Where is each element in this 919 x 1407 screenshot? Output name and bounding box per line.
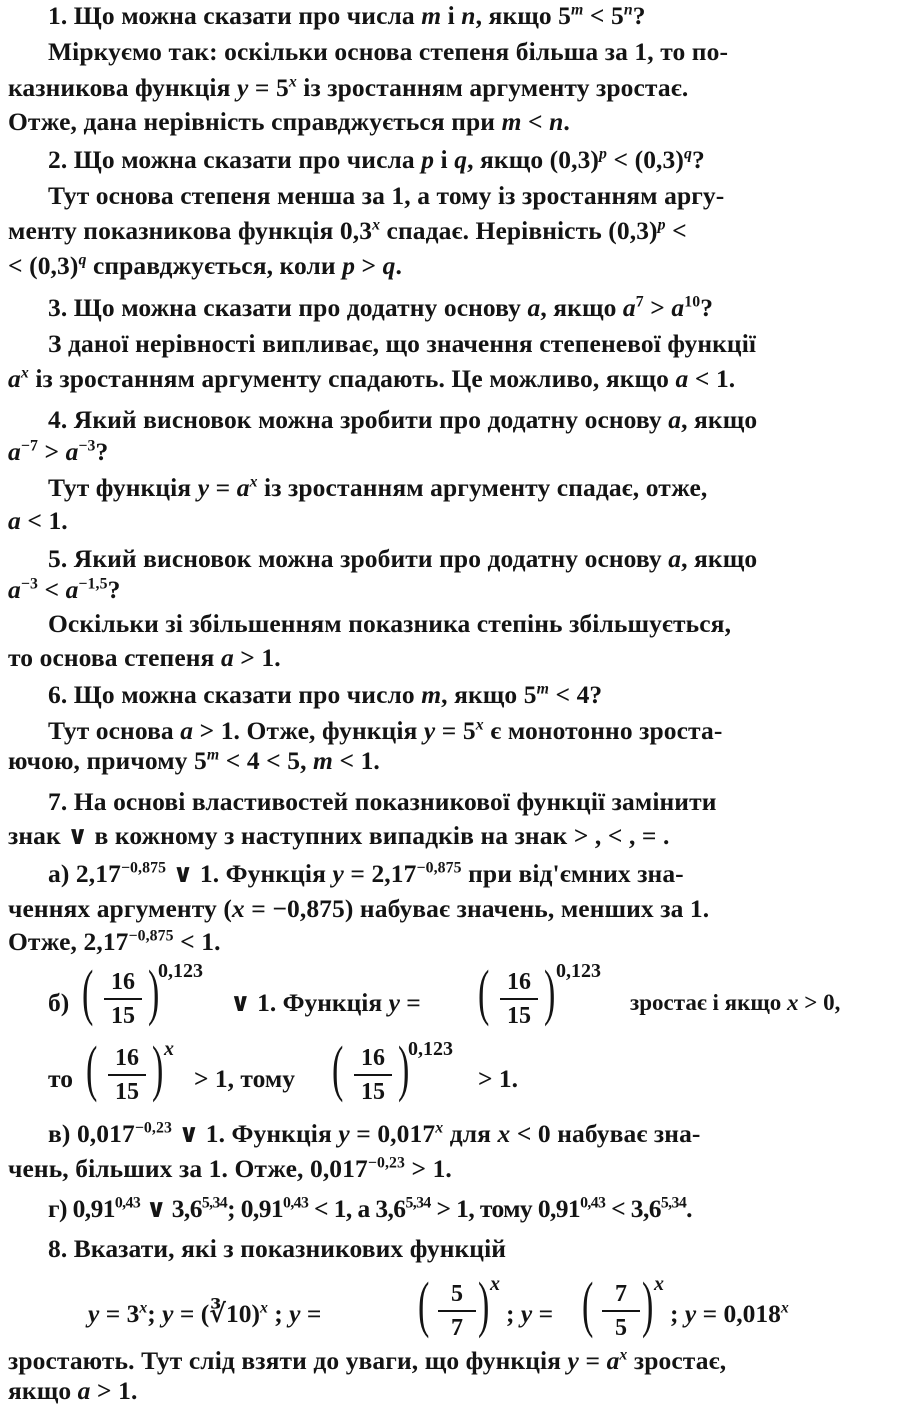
problem-7a-line-3: Отже, $2,17^{-0,875} < 1$. [8, 927, 221, 956]
problem-7b-text: ∨ 1. Функція y = [230, 988, 421, 1017]
problem-4-question-line-1: 4. Який висновок можна зробити про додатну основу a, якщо [48, 405, 758, 434]
right-paren: ) [478, 1271, 490, 1339]
problem-5-question-line-1: 5. Який висновок можна зробити про додатну основу a, якщо [48, 544, 758, 573]
problem-4-answer-line-1: Тут функція $y = a^x$ із зростанням аргументу спадає, отже, [48, 473, 708, 502]
problem-7a-line-1: а) $2,17^{-0,875}$ ∨ 1. Функція $y = 2,17^{-0,875}$ при від'ємних зна- [48, 859, 684, 888]
exponent: x [654, 1273, 664, 1295]
problem-2-answer-line-2: менту показникова функція 0,3$^x$ спадає. Нерівність $(0,3)^p$ < [8, 216, 687, 245]
problem-7-question-line-1: 7. На основі властивостей показникової функції замінити [48, 787, 717, 816]
problem-6-answer-line-2: ючою, причому $5^m < 4 < 5$, m < 1. [8, 746, 380, 775]
problem-1-answer-line-1: Міркуємо так: оскільки основа степеня більша за 1, то по- [48, 37, 729, 66]
problem-7d: г) 0,91$^{0,43}$ ∨ 3,6$^{5,34}$; $0,91^{0,43} < 1$, а $3,6^{5,34} > 1$, тому $0,91^{0,43} < 3,6^{5,34}$. [48, 1194, 692, 1223]
problem-1-answer-line-3: Отже, дана нерівність справджується при m < n. [8, 107, 570, 136]
left-paren: ( [86, 1035, 98, 1103]
exponent: x [490, 1273, 500, 1295]
right-paren: ) [152, 1035, 164, 1103]
problem-3-question: 3. Що можна сказати про додатну основу a, якщо $a^7 > a^{10}$? [48, 293, 714, 322]
fraction-16-15: 16 15 [500, 968, 538, 1030]
textbook-page [8, 0, 896, 1407]
problem-7b-line2-end: > 1. [478, 1064, 519, 1093]
problem-4-answer-line-2: a < 1. [8, 506, 68, 535]
problem-3-answer-line-2: $a^x$ із зростанням аргументу спадають. Це можливо, якщо a < 1. [8, 364, 736, 393]
problem-6-question: 6. Що можна сказати про число m, якщо $5^m < 4$? [48, 680, 603, 709]
exponent: 0,123 [556, 960, 601, 982]
problem-7a-line-2: ченнях аргументу (x = −0,875) набуває значень, менших за 1. [8, 894, 710, 923]
left-paren: ( [478, 959, 490, 1027]
problem-8-answer-line-2: якщо a > 1. [8, 1376, 138, 1405]
fraction-16-15: 16 15 [108, 1044, 146, 1106]
problem-7b-line2-mid: > 1, тому [194, 1064, 295, 1093]
problem-8-functions-end: ; $y = 0,018^x$ [670, 1299, 789, 1328]
problem-7b-label: б) [48, 988, 70, 1017]
problem-7c-line-1: в) $0,017^{-0,23}$ ∨ 1. Функція $y = 0,017^x$ для x < 0 набуває зна- [48, 1119, 701, 1148]
right-paren: ) [398, 1035, 410, 1103]
problem-7b-tail: зростає і якщо x > 0, [630, 990, 841, 1015]
problem-8-separator: ; y = [506, 1299, 554, 1328]
fraction-16-15: 16 15 [104, 968, 142, 1030]
fraction-7-5: 7 5 [602, 1280, 640, 1342]
problem-6-answer-line-1: Тут основа a > 1. Отже, функція $y = 5^x$ є монотонно зроста- [48, 716, 723, 745]
problem-1-answer-line-2: казникова функція $y = 5^x$ із зростанням аргументу зростає. [8, 73, 689, 102]
left-paren: ( [582, 1271, 594, 1339]
problem-5-question-line-2: $a^{-3} < a^{-1,5}$? [8, 575, 121, 604]
problem-5-answer-line-1: Оскільки зі збільшенням показника степінь збільшується, [48, 609, 732, 638]
problem-2-answer-line-3: < $(0,3)^q$ справджується, коли p > q. [8, 251, 402, 280]
problem-4-question-line-2: $a^{-7} > a^{-3}$? [8, 437, 109, 466]
left-paren: ( [418, 1271, 430, 1339]
exponent: 0,123 [158, 960, 203, 982]
problem-1-question: 1. Що можна сказати про числа m і n, якщо $5^m < 5^n$? [48, 1, 646, 30]
problem-2-answer-line-1: Тут основа степеня менша за 1, а тому із зростанням аргу- [48, 181, 725, 210]
right-paren: ) [544, 959, 556, 1027]
problem-7c-line-2: чень, більших за 1. Отже, $0,017^{-0,23} > 1$. [8, 1154, 452, 1183]
problem-8-answer-line-1: зростають. Тут слід взяти до уваги, що функція $y = a^x$ зростає, [8, 1346, 727, 1375]
problem-5-answer-line-2: то основа степеня a > 1. [8, 643, 281, 672]
right-paren: ) [148, 959, 160, 1027]
problem-3-answer-line-1: З даної нерівності випливає, що значення степеневої функції [48, 329, 757, 358]
problem-8-question: 8. Вказати, які з показникових функцій [48, 1234, 507, 1263]
problem-7b-line2-to: то [48, 1064, 73, 1093]
exponent: 0,123 [408, 1038, 453, 1060]
problem-7-question-line-2: знак ∨ в кожному з наступних випадків на знак > , < , = . [8, 821, 670, 850]
problem-8-functions-start: $y = 3^x$; y = (∛10)$^x$ ; y = [88, 1299, 322, 1328]
left-paren: ( [82, 959, 94, 1027]
fraction-16-15: 16 15 [354, 1044, 392, 1106]
left-paren: ( [332, 1035, 344, 1103]
fraction-5-7: 5 7 [438, 1280, 476, 1342]
problem-2-question: 2. Що можна сказати про числа p і q, якщо $(0,3)^p < (0,3)^q$? [48, 145, 705, 174]
right-paren: ) [642, 1271, 654, 1339]
exponent: x [164, 1038, 174, 1060]
